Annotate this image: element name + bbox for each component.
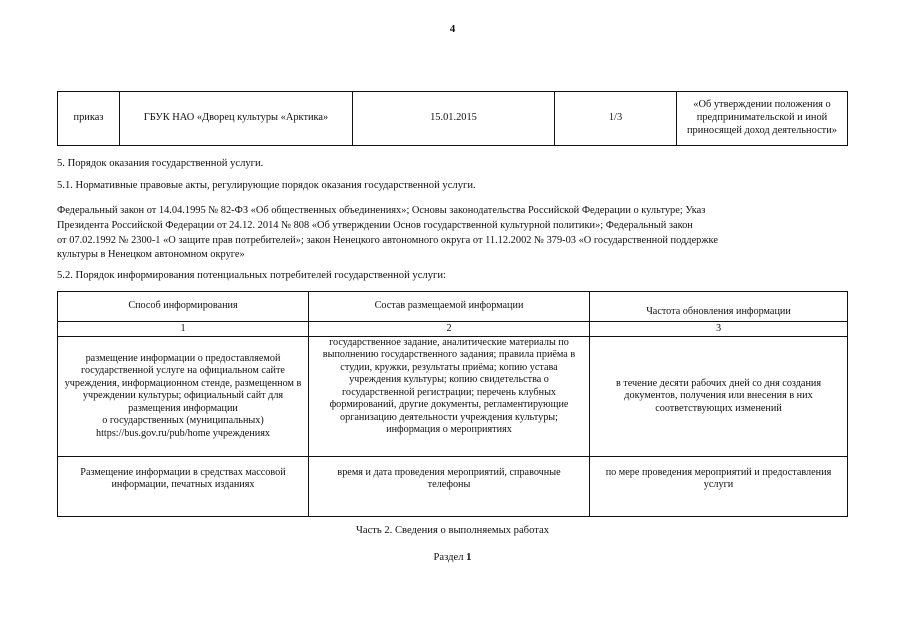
column-number: 2: [309, 322, 590, 337]
order-title-line: приносящей доход деятельности»: [687, 124, 837, 136]
cell-line: по мере проведения мероприятий и предоставления: [605, 467, 832, 478]
method-cell: [58, 337, 309, 457]
legal-acts-line: Президента Российской Федерации от 24.12. 2014 № 808 «Об утверждении Основ государственной культурной политики»; Федеральный закон: [57, 219, 693, 231]
cell-line: телефоны: [427, 479, 471, 491]
cell-line: государственной услуге на официальном сайте: [81, 365, 285, 377]
cell-line: информация о мероприятиях: [386, 424, 512, 436]
table-number-row: [58, 322, 848, 337]
section-5-heading: 5. Порядок оказания государственной услуги.: [57, 158, 264, 169]
cell-line: документов, получения или внесения в них: [624, 390, 813, 402]
section-5-1-heading: 5.1. Нормативные правовые акты, регулирующие порядок оказания государственной услуги.: [57, 180, 476, 191]
table-row: [58, 457, 848, 517]
cell-line: государственной регистрации; перечень клубных: [341, 386, 557, 398]
content-cell: [309, 337, 590, 457]
legal-acts-text: [57, 204, 847, 263]
frequency-cell: [590, 337, 848, 457]
order-reference-table: [57, 91, 848, 146]
legal-acts-line: Федеральный закон от 14.04.1995 № 82-ФЗ «Об общественных объединениях»; Основы законодательства Российской Федерации о культуре; Указ: [57, 205, 706, 216]
cell-line: время и дата проведения мероприятий, справочные: [337, 467, 561, 478]
table-row: [58, 337, 848, 457]
order-organization: ГБУК НАО «Дворец культуры «Арктика»: [120, 92, 353, 146]
header-content: Состав размещаемой информации: [309, 292, 590, 322]
order-title: [677, 92, 848, 146]
order-title-line: «Об утверждении положения о: [693, 99, 831, 111]
cell-line: https://bus.gov.ru/pub/home учреждениях: [95, 427, 271, 439]
part-2-heading: Часть 2. Сведения о выполняемых работах: [355, 525, 549, 536]
method-cell: [58, 457, 309, 517]
section-5-2-heading: 5.2. Порядок информирования потенциальных потребителей государственной услуги:: [57, 270, 446, 281]
information-table: [57, 291, 848, 517]
cell-line: соответствующих изменений: [655, 402, 782, 414]
cell-line: учреждении культуры; официальный сайт для: [82, 390, 284, 402]
header-frequency: Частота обновления информации: [590, 292, 848, 322]
order-date: 15.01.2015: [353, 92, 555, 146]
cell-line: Размещение информации в средствах массовой: [80, 467, 286, 478]
cell-line: в течение десяти рабочих дней со дня создания: [615, 377, 822, 389]
cell-line: учреждения, информационном стенде, размещенном в: [64, 377, 302, 389]
cell-line: услуги: [703, 479, 734, 491]
legal-acts-line: культуры в Ненецком автономном округе»: [57, 249, 245, 261]
cell-line: выполнению государственного задания; правила приёма в: [322, 349, 576, 361]
content-cell: [309, 457, 590, 517]
cell-line: государственное задание, аналитические материалы по: [329, 337, 569, 348]
section-label: Раздел: [433, 552, 464, 563]
page-number: 4: [449, 23, 456, 35]
order-doc-type: приказ: [58, 92, 120, 146]
table-header-row: [58, 292, 848, 322]
cell-line: о государственных (муниципальных): [102, 415, 264, 427]
cell-line: учреждения культуры; копию свидетельства о: [349, 374, 549, 386]
cell-line: формирований, другие документы, регламентирующие: [329, 399, 569, 411]
cell-line: размещение информации о предоставляемой: [85, 352, 281, 364]
order-number: 1/3: [555, 92, 677, 146]
frequency-cell: [590, 457, 848, 517]
section-number: 1: [466, 552, 472, 563]
cell-line: информации, печатных изданиях: [111, 479, 255, 491]
cell-line: размещения информации: [128, 402, 238, 414]
column-number: 1: [58, 322, 309, 337]
section-heading: [0, 552, 905, 563]
order-row: [58, 92, 848, 146]
header-method: Способ информирования: [58, 292, 309, 322]
legal-acts-line: от 07.02.1992 № 2300-1 «О защите прав потребителей»; закон Ненецкого автономного округа от 11.12.2002 № 379-03 «О государственной поддержке: [57, 234, 718, 246]
cell-line: организацию деятельности учреждения культуры;: [340, 411, 558, 423]
column-number: 3: [590, 322, 848, 337]
order-title-line: предпринимательской и иной: [696, 112, 828, 124]
cell-line: студии, кружки, результаты приёма; копию устава: [340, 361, 558, 373]
